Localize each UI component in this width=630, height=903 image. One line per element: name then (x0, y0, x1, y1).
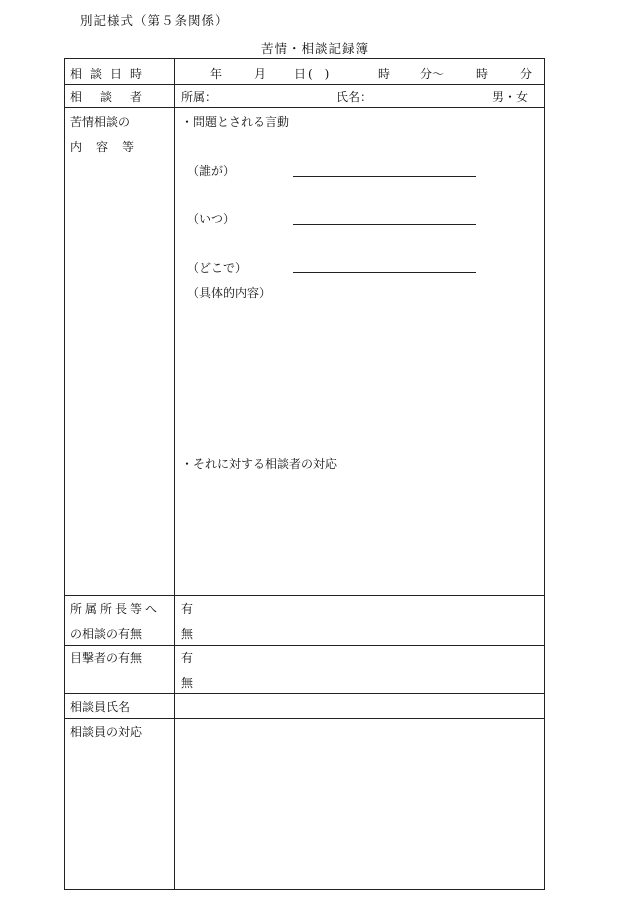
affiliation-field[interactable]: 所属： (181, 90, 218, 104)
who-input-line[interactable] (293, 176, 476, 177)
datetime-label: 相 談 日 時 (70, 67, 142, 81)
start-hour-unit: 時 (378, 67, 391, 81)
response-heading: ・それに対する相談者の対応 (181, 457, 338, 471)
counselor-response-field[interactable] (181, 723, 531, 883)
consultee-label: 相 談 者 (70, 90, 142, 104)
form-reference: 別記様式（第５条関係） (80, 13, 229, 28)
director-consult-label-line1: 所属所長等へ (70, 602, 161, 616)
content-label-line2: 内容等 (70, 140, 149, 154)
row-divider (64, 84, 545, 85)
table-border-bottom (64, 889, 545, 890)
row-divider (64, 645, 545, 646)
counselor-name-label: 相談員氏名 (70, 700, 131, 714)
row-divider (64, 718, 545, 719)
row-divider (64, 693, 545, 694)
row-divider (64, 107, 545, 108)
director-consult-label-line2: の相談の有無 (70, 627, 143, 641)
start-minute-unit: 分～ (420, 67, 445, 81)
witness-label: 目撃者の有無 (70, 651, 143, 665)
details-label: （具体的内容） (187, 286, 272, 300)
table-border-top (64, 58, 545, 59)
weekday-field[interactable]: ( ) (308, 67, 330, 81)
month-unit: 月 (254, 67, 267, 81)
witness-no[interactable]: 無 (181, 676, 194, 690)
where-label: （どこで） (187, 261, 248, 275)
who-label: （誰が） (187, 164, 236, 178)
end-hour-unit: 時 (476, 67, 489, 81)
issue-heading: ・問題とされる言動 (181, 115, 290, 129)
witness-yes[interactable]: 有 (181, 651, 194, 665)
when-input-line[interactable] (293, 224, 476, 225)
record-form-table (64, 58, 545, 890)
row-divider (64, 595, 545, 596)
end-minute-unit: 分 (520, 67, 533, 81)
when-label: （いつ） (187, 212, 236, 226)
table-border-left (64, 58, 65, 890)
document-title: 苦情・相談記録簿 (260, 41, 369, 56)
where-input-line[interactable] (293, 272, 476, 273)
counselor-name-field[interactable] (181, 698, 531, 714)
name-field[interactable]: 氏名： (336, 90, 373, 104)
director-consult-no[interactable]: 無 (181, 627, 194, 641)
day-unit: 日 (294, 67, 307, 81)
year-unit: 年 (210, 67, 223, 81)
gender-field[interactable]: 男・女 (492, 90, 529, 104)
content-label-line1: 苦情相談の (70, 115, 131, 129)
label-column-divider (174, 58, 175, 890)
director-consult-yes[interactable]: 有 (181, 602, 194, 616)
counselor-response-label: 相談員の対応 (70, 725, 143, 739)
table-border-right (544, 58, 545, 890)
